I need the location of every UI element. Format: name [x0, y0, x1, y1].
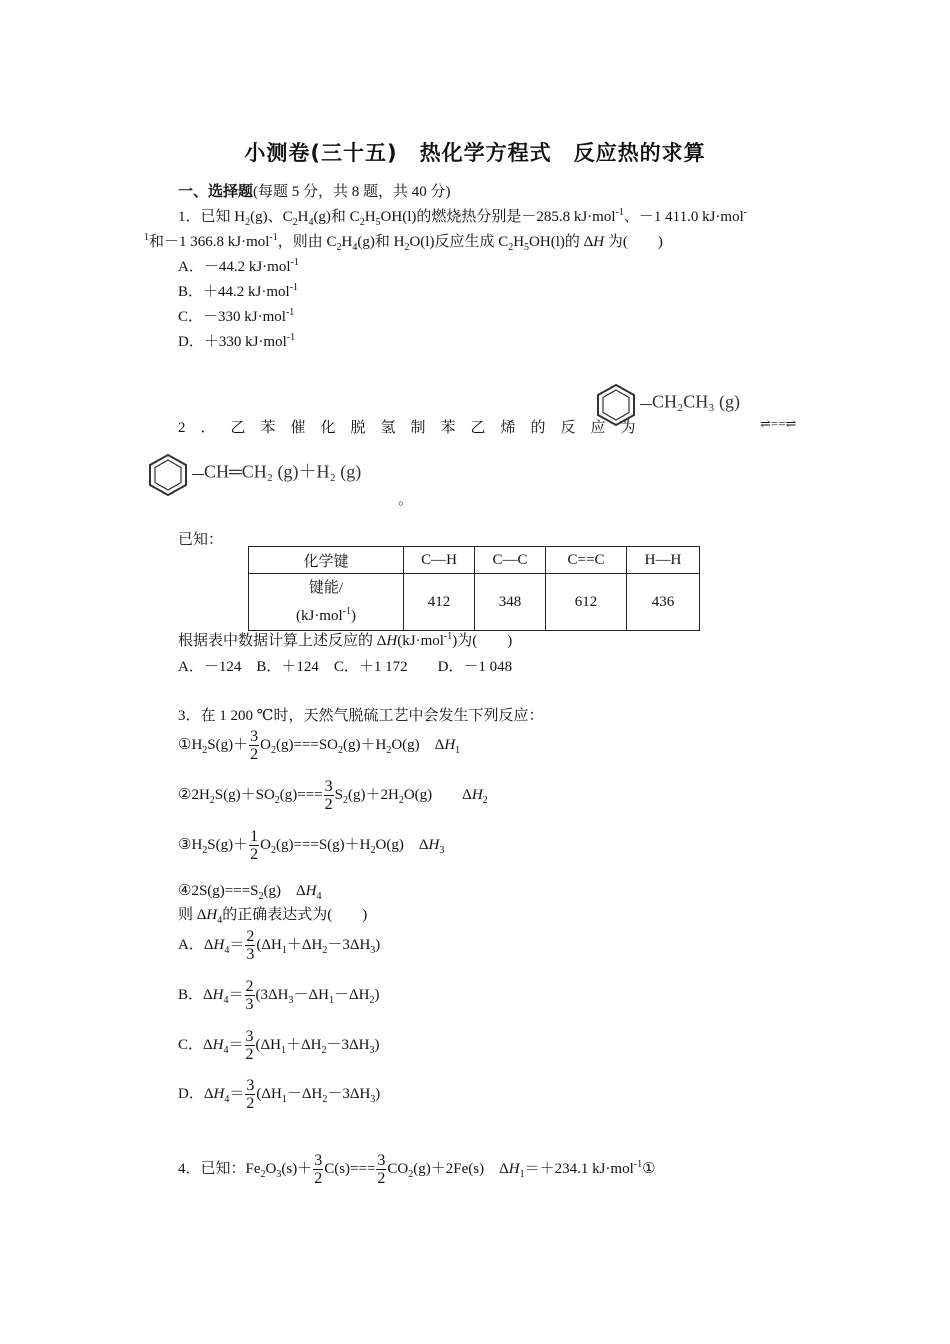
q1-option-b: B．＋44.2 kJ·mol$^{-1}$ [178, 282, 299, 300]
fraction: $\frac{2}{3}$ [246, 928, 255, 963]
table-cell: 436 [627, 574, 700, 631]
question-3-ask: 则 $\Delta H_4$的正确表达式为( ) [178, 907, 368, 926]
q1-option-d: D．＋330 kJ·mol$^{-1}$ [178, 332, 296, 350]
question-2-intro: 2．乙苯催化脱氢制苯乙烯的反应为 [178, 420, 651, 436]
question-4: 4．已知：$Fe_2O_3(s)+$ $\frac{3}{2}$ C(s)=== $\frac{3}{2}$ $CO_2(g)+2Fe(s)$ $\Delta H_1=+234.1$ kJ·mol$^{-1}$① [178, 1152, 656, 1187]
table-header-cell: C—H [404, 547, 475, 574]
section-note: (每题 5 分，共 8 题，共 40 分) [253, 184, 451, 200]
table-row [249, 547, 700, 574]
question-2-period: 。 [398, 492, 414, 508]
q3-option-a: A．$\Delta H_4=$ $\frac{2}{3}$ $(\Delta H_1+\Delta H_2-3\Delta H_3)$ [178, 928, 381, 963]
q3-option-c: C．$\Delta H_4=$ $\frac{3}{2}$ $(\Delta H_1+\Delta H_2-3\Delta H_3)$ [178, 1028, 380, 1063]
table-cell: 348 [475, 574, 546, 631]
fraction: $\frac{2}{3}$ [245, 978, 254, 1013]
ethylbenzene-structure [592, 382, 740, 426]
q1-option-c: C．－330 kJ·mol$^{-1}$ [178, 307, 295, 325]
fraction: $\frac{3}{2}$ [314, 1152, 323, 1187]
table-header-cell: H—H [627, 547, 700, 574]
product-formula: CH═CH₂ (g)＋H₂ (g) [204, 461, 362, 482]
reaction-2: $②2H_2S(g)+SO_2(g)===$ $\frac{3}{2}$ $S_2(g)+2H_2O(g)$ $\Delta H_2$ [178, 778, 488, 813]
reaction-4: $④2S(g)===S_2(g)$ $\Delta H_4$ [178, 883, 322, 902]
table-row [249, 574, 700, 631]
q3-option-d: D．$\Delta H_4=$ $\frac{3}{2}$ $(\Delta H_1-\Delta H_2-3\Delta H_3)$ [178, 1077, 381, 1112]
table-cell: 612 [546, 574, 627, 631]
table-cell: 412 [404, 574, 475, 631]
reaction-3: $③H_2S(g)+$ $\frac{1}{2}$ $O_2(g)===S(g)+H_2O(g)$ $\Delta H_3$ [178, 828, 445, 863]
question-3-intro: 3．在 1 200 ℃时，天然气脱硫工艺中会发生下列反应： [178, 708, 544, 724]
reactant-formula: CH₂CH₃ (g) [652, 391, 741, 412]
page-title: 小测卷(三十五) 热化学方程式 反应热的求算 [244, 141, 706, 165]
fraction: $\frac{3}{2}$ [377, 1152, 386, 1187]
question-1-line-1: 1．已知 $H_2(g)$、$C_2H_4(g)$和 $C_2H_5OH(l)$的燃烧热分别是－285.8 kJ·mol$^{-1}$、－1 411.0 kJ·mol- [178, 207, 748, 228]
benzene-ring-icon [592, 382, 640, 426]
reaction-1: $①H_2S(g)+$ $\frac{3}{2}$ $O_2(g)===SO_2(g)+H_2O(g)$ $\Delta H_1$ [178, 728, 461, 763]
q3-option-b: B．$\Delta H_4=$ $\frac{2}{3}$ $(3\Delta H_3-\Delta H_1-\Delta H_2)$ [178, 978, 380, 1013]
table-header-cell: C—C [475, 547, 546, 574]
question-2-ask: 根据表中数据计算上述反应的 ΔH(kJ·mol$^{-1}$)为( ) [178, 631, 513, 649]
fraction: $\frac{1}{2}$ [250, 828, 259, 863]
fraction: $\frac{3}{2}$ [246, 1077, 255, 1112]
table-header-cell: 化学键 [249, 547, 404, 574]
q2-options: A．－124 B．＋124 C．＋1 172 D．－1 048 [178, 659, 513, 675]
fraction: $\frac{3}{2}$ [250, 728, 259, 763]
table-header-cell: C==C [546, 547, 627, 574]
section-heading-label: 一、选择题 [178, 184, 254, 200]
section-heading [178, 180, 451, 201]
fraction: $\frac{3}{2}$ [324, 778, 333, 813]
fraction: $\frac{3}{2}$ [245, 1028, 254, 1063]
table-row-label: 键能/ (kJ·mol$^{-1}$) [249, 574, 404, 631]
benzene-ring-icon [144, 452, 192, 496]
bond-energy-table [248, 546, 700, 631]
q1-option-a: A．－44.2 kJ·mol$^{-1}$ [178, 257, 299, 275]
styrene-structure [144, 452, 361, 496]
known-label: 已知： [178, 532, 224, 548]
question-1-line-2: $^1$和－1 366.8 kJ·mol$^{-1}$，则由 $C_2H_4(g)$和 $H_2O(l)$反应生成 $C_2H_5OH(l)$的 ΔH 为( ) [144, 232, 663, 253]
equilibrium-arrow: ⇌==⇌ [760, 416, 797, 431]
